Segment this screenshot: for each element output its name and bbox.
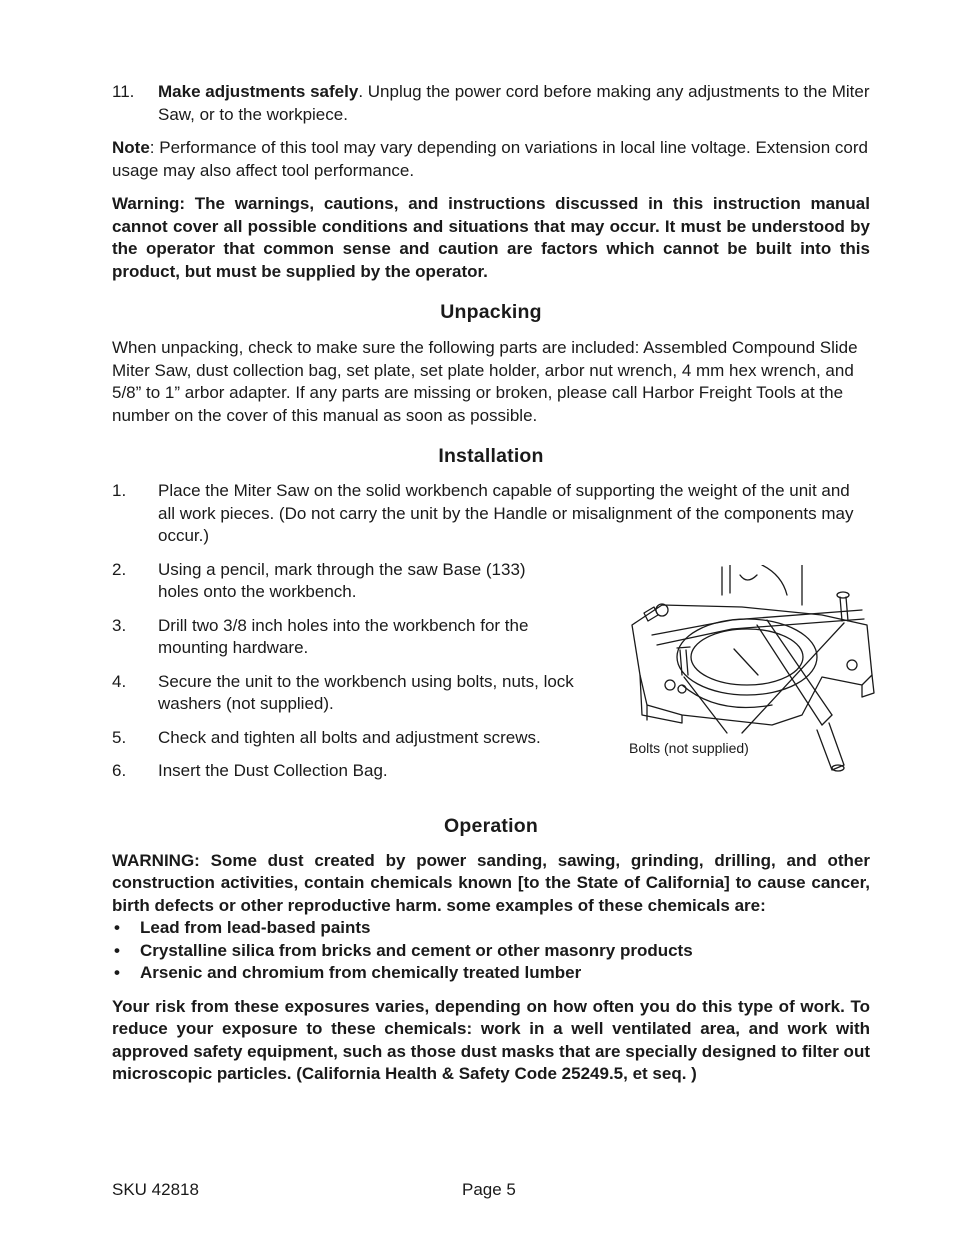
step-number: 1.: [112, 481, 127, 500]
step-text: Drill two 3/8 inch holes into the workbench for the mounting hardware.: [158, 615, 529, 657]
install-step-3: [112, 615, 578, 660]
install-step-2: [112, 559, 568, 604]
item-lead: Make adjustments safely: [158, 82, 359, 101]
note-paragraph: [112, 137, 870, 182]
note-text: : Performance of this tool may vary depending on variations in local line voltage. Extension cord usage may also affect tool performance.: [112, 138, 868, 180]
manual-page: [112, 81, 870, 1086]
operation-heading: Operation: [444, 814, 538, 837]
install-step-4: [112, 671, 578, 716]
step-number: 4.: [112, 671, 127, 691]
step-text: Place the Miter Saw on the solid workbench capable of supporting the weight of the unit and all work pieces. (Do not carry the unit by the Handle or misalignment of the components may occur.): [158, 481, 854, 545]
unpacking-heading: Unpacking: [440, 301, 542, 323]
step-number: 5.: [112, 727, 127, 747]
unpacking-text: When unpacking, check to make sure the following parts are included: Assembled Compound Slide Miter Saw, dust collection bag, set plate, set plate holder, arbor nut wrench, 4 mm hex wrench, and 5/8” to 1” arbor adapter. If any parts are missing or broken, please call Harbor Freight Tools at the number on the cover of this manual as soon as possible.: [112, 338, 858, 425]
step-text: Insert the Dust Collection Bag.: [158, 761, 388, 780]
step-text: Using a pencil, mark through the saw Base (133) holes onto the workbench.: [158, 559, 526, 601]
footer-sku: SKU 42818: [112, 1180, 199, 1199]
general-warning: Warning: The warnings, cautions, and instructions discussed in this instruction manual cannot cover all possible conditions and situations that may occur. It must be understood by the operator that common sense and caution are factors which cannot be built into this product, but must be supplied by the operator.: [112, 194, 870, 281]
operation-warning: WARNING: Some dust created by power sanding, sawing, grinding, drilling, and other construction activities, contain chemicals known [to the State of California] to cause cancer, birth defects or other reproductive harm. some examples of these chemicals are:: [112, 850, 870, 915]
safety-item-11: [112, 81, 870, 126]
list-item: • Lead from lead-based paints: [112, 917, 870, 940]
install-step-1: [112, 480, 870, 548]
list-item: • Arsenic and chromium from chemically treated lumber: [112, 962, 870, 985]
step-number: 3.: [112, 615, 127, 635]
item-number: 11.: [112, 82, 135, 101]
step-number: 6.: [112, 761, 127, 780]
note-label: Note: [112, 138, 150, 157]
footer-page-number: Page 5: [462, 1180, 516, 1199]
chemical-list: [112, 917, 870, 985]
item-text: . Unplug the power cord before making any adjustments to the Miter Saw, or to the workpiece.: [158, 82, 870, 124]
list-item: • Crystalline silica from bricks and cement or other masonry products: [112, 940, 870, 963]
step-text: Secure the unit to the workbench using bolts, nuts, lock washers (not supplied).: [158, 671, 574, 713]
step-number: 2.: [112, 559, 127, 579]
installation-heading: Installation: [438, 445, 544, 467]
figure-caption: Bolts (not supplied): [629, 740, 749, 756]
exposure-risk-text: Your risk from these exposures varies, depending on how often you do this type of work. To reduce your exposure to these chemicals: work in a well ventilated area, and work with approved safety equipment, such as those dust masks that are specially designed to filter out microscopic particles. (California Health & Safety Code 25249.5, et seq. ): [112, 996, 870, 1083]
install-step-5: [112, 727, 598, 750]
install-step-6: [112, 760, 578, 783]
step-text: Check and tighten all bolts and adjustment screws.: [158, 727, 541, 747]
